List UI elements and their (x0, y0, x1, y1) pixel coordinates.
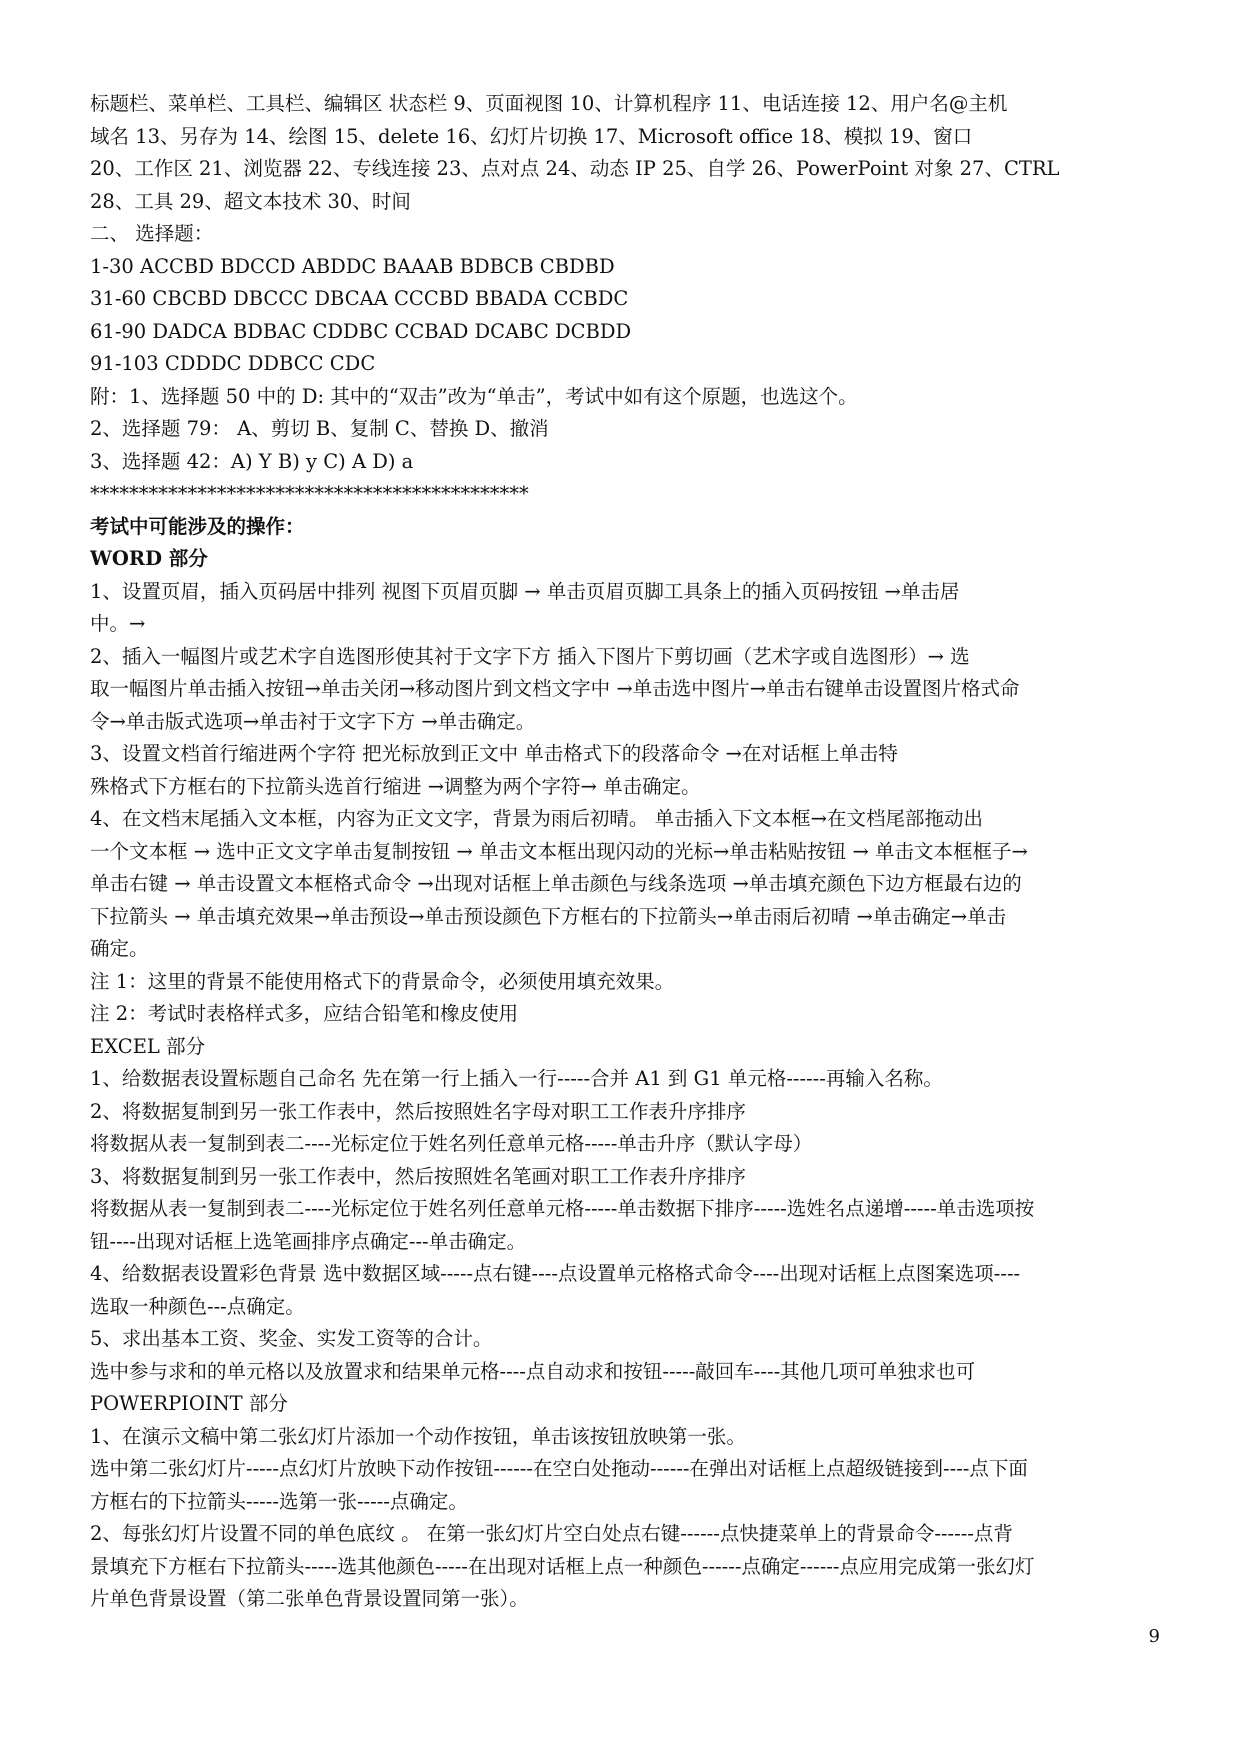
text-line: 将数据从表一复制到表二----光标定位于姓名列任意单元格-----单击数据下排序-----选姓名点递增-----单击选项按 (90, 1197, 1035, 1220)
text-line: 选中第二张幻灯片-----点幻灯片放映下动作按钮------在空白处拖动------在弹出对话框上点超级链接到----点下面 (90, 1457, 1028, 1480)
text-line: 钮----出现对话框上选笔画排序点确定---单击确定。 (90, 1229, 527, 1253)
text-line: 5、求出基本工资、奖金、实发工资等的合计。 (90, 1327, 493, 1350)
text-line: ********************************************* (90, 482, 529, 505)
text-line: 确定。 (90, 937, 149, 960)
text-line: 取一幅图片单击插入按钮→单击关闭→移动图片到文档文字中 →单击选中图片→单击右键单击设置图片格式命 (90, 677, 1020, 700)
text-line: 注 1：这里的背景不能使用格式下的背景命令，必须使用填充效果。 (90, 969, 675, 993)
text-line: WORD 部分 (90, 547, 208, 570)
text-line: 一个文本框 → 选中正文文字单击复制按钮 → 单击文本框出现闪动的光标→单击粘贴按钮 → 单击文本框框子→ (90, 839, 1028, 863)
text-line: 2、选择题 79： A、剪切 B、复制 C、替换 D、撤消 (90, 417, 549, 440)
text-line: 域名 13、另存为 14、绘图 15、delete 16、幻灯片切换 17、Microsoft office 18、模拟 19、窗口 (90, 124, 973, 148)
text-line: 1、在演示文稿中第二张幻灯片添加一个动作按钮，单击该按钮放映第一张。 (90, 1424, 746, 1448)
text-line: 2、插入一幅图片或艺术字自选图形使其衬于文字下方 插入下图片下剪切画（艺术字或自选图形）→ 选 (90, 644, 970, 668)
text-line: 景填充下方框右下拉箭头-----选其他颜色-----在出现对话框上点一种颜色------点确定------点应用完成第一张幻灯 (90, 1554, 1035, 1578)
text-line: 1-30 ACCBD BDCCD ABDDC BAAAB BDBCB CBDBD (90, 254, 615, 278)
text-line: 将数据从表一复制到表二----光标定位于姓名列任意单元格-----单击升序（默认字母） (90, 1132, 813, 1155)
text-line: 选中参与求和的单元格以及放置求和结果单元格----点自动求和按钮-----敲回车----其他几项可单独求也可 (90, 1359, 976, 1383)
document-body (90, 88, 1168, 1616)
text-line: 4、给数据表设置彩色背景 选中数据区域-----点右键----点设置单元格格式命令----出现对话框上点图案选项---- (90, 1262, 1021, 1285)
text-line: 中。→ (90, 612, 146, 635)
text-line: 考试中可能涉及的操作： (90, 514, 305, 538)
text-line: 3、设置文档首行缩进两个字符 把光标放到正文中 单击格式下的段落命令 →在对话框上单击特 (90, 742, 898, 765)
text-line: 1、给数据表设置标题自己命名 先在第一行上插入一行-----合并 A1 到 G1 单元格------再输入名称。 (90, 1067, 943, 1090)
text-line: 2、将数据复制到另一张工作表中，然后按照姓名字母对职工工作表升序排序 (90, 1099, 746, 1123)
text-line: 令→单击版式选项→单击衬于文字下方 →单击确定。 (90, 709, 536, 733)
page-number: 9 (1148, 1626, 1160, 1647)
text-line: 61-90 DADCA BDBAC CDDBC CCBAD DCABC DCBDD (90, 319, 632, 343)
text-line: 91-103 CDDDC DDBCC CDC (90, 352, 376, 375)
text-line: 注 2：考试时表格样式多，应结合铅笔和橡皮使用 (90, 1002, 519, 1025)
text-line: 片单色背景设置（第二张单色背景设置同第一张）。 (90, 1587, 529, 1610)
text-line: 方框右的下拉箭头-----选第一张-----点确定。 (90, 1489, 468, 1513)
text-line: EXCEL 部分 (90, 1034, 206, 1058)
text-line: 31-60 CBCBD DBCCC DBCAA CCCBD BBADA CCBDC (90, 287, 629, 310)
text-line: POWERPIOINT 部分 (90, 1392, 288, 1415)
text-line: 单击右键 → 单击设置文本框格式命令 →出现对话框上单击颜色与线条选项 →单击填充颜色下边方框最右边的 (90, 872, 1022, 895)
text-line: 3、将数据复制到另一张工作表中，然后按照姓名笔画对职工工作表升序排序 (90, 1164, 746, 1188)
text-line: 下拉箭头 → 单击填充效果→单击预设→单击预设颜色下方框右的下拉箭头→单击雨后初晴 →单击确定→单击 (90, 904, 1007, 928)
text-line: 20、工作区 21、浏览器 22、专线连接 23、点对点 24、动态 IP 25、自学 26、PowerPoint 对象 27、CTRL (90, 157, 1060, 180)
text-line: 3、选择题 42：A) Y B) y C) A D) a (90, 449, 414, 473)
text-line: 1、设置页眉，插入页码居中排列 视图下页眉页脚 → 单击页眉页脚工具条上的插入页码按钮 →单击居 (90, 579, 960, 603)
text-line: 4、在文档末尾插入文本框，内容为正文文字，背景为雨后初晴。 单击插入下文本框→在文档尾部拖动出 (90, 807, 983, 830)
text-line: 标题栏、菜单栏、工具栏、编辑区 状态栏 9、页面视图 10、计算机程序 11、电话连接 12、用户名@主机 (90, 92, 1008, 115)
text-line: 殊格式下方框右的下拉箭头选首行缩进 →调整为两个字符→ 单击确定。 (90, 774, 701, 798)
text-line: 2、每张幻灯片设置不同的单色底纹 。 在第一张幻灯片空白处点右键------点快捷菜单上的背景命令------点背 (90, 1522, 1013, 1545)
text-line: 选取一种颜色---点确定。 (90, 1294, 305, 1318)
text-line: 二、 选择题： (90, 222, 214, 245)
text-line: 28、工具 29、超文本技术 30、时间 (90, 189, 411, 213)
text-line: 附：1、选择题 50 中的 D: 其中的“双击”改为“单击”，考试中如有这个原题，也选这个。 (90, 384, 858, 408)
